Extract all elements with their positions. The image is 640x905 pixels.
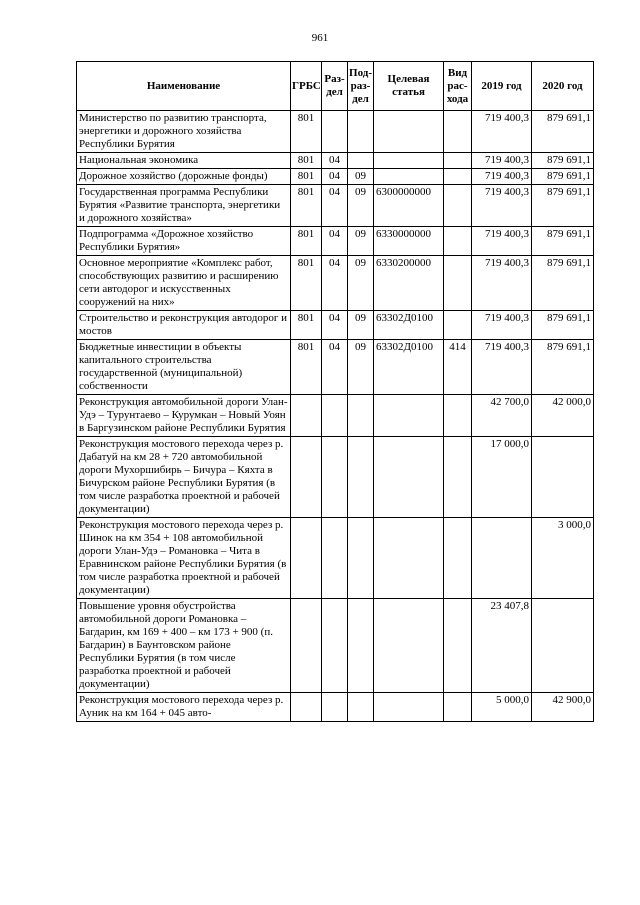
- cell-podrazdel: [348, 693, 374, 722]
- cell-2019: 719 400,3: [472, 256, 532, 311]
- cell-podrazdel: [348, 599, 374, 693]
- cell-2020: [532, 437, 594, 518]
- cell-name: Подпрограмма «Дорожное хозяйство Республики Бурятия»: [77, 227, 291, 256]
- table-row: [77, 227, 594, 256]
- cell-name: Основное мероприятие «Комплекс работ, способствующих развитию и расширению сети автодорог и искусственных сооружений на них»: [77, 256, 291, 311]
- cell-name: Национальная экономика: [77, 153, 291, 169]
- header-podrazdel: Под-раз-дел: [348, 62, 374, 111]
- cell-grbs: 801: [291, 227, 322, 256]
- table-row: [77, 437, 594, 518]
- table-row: [77, 185, 594, 227]
- cell-target-article: [374, 111, 444, 153]
- cell-grbs: 801: [291, 256, 322, 311]
- cell-2020: 879 691,1: [532, 185, 594, 227]
- header-name: Наименование: [77, 62, 291, 111]
- table-row: [77, 256, 594, 311]
- cell-target-article: [374, 395, 444, 437]
- cell-podrazdel: 09: [348, 185, 374, 227]
- header-expense-type: Вид рас-хода: [444, 62, 472, 111]
- cell-expense-type: [444, 227, 472, 256]
- cell-razdel: 04: [322, 185, 348, 227]
- cell-2019: [472, 518, 532, 599]
- cell-podrazdel: 09: [348, 169, 374, 185]
- cell-name: Реконструкция автомобильной дороги Улан-Удэ – Турунтаево – Курумкан – Новый Уоян в Баргузинском районе Республики Бурятия: [77, 395, 291, 437]
- cell-razdel: [322, 693, 348, 722]
- cell-podrazdel: 09: [348, 311, 374, 340]
- cell-razdel: [322, 437, 348, 518]
- table-row: [77, 395, 594, 437]
- table-row: [77, 111, 594, 153]
- cell-grbs: 801: [291, 153, 322, 169]
- cell-expense-type: [444, 518, 472, 599]
- cell-name: Строительство и реконструкция автодорог и мостов: [77, 311, 291, 340]
- cell-name: Дорожное хозяйство (дорожные фонды): [77, 169, 291, 185]
- cell-razdel: [322, 111, 348, 153]
- cell-2019: 719 400,3: [472, 227, 532, 256]
- cell-razdel: 04: [322, 153, 348, 169]
- cell-grbs: 801: [291, 111, 322, 153]
- cell-2019: 719 400,3: [472, 153, 532, 169]
- cell-grbs: [291, 395, 322, 437]
- cell-2020: 42 900,0: [532, 693, 594, 722]
- cell-2020: 3 000,0: [532, 518, 594, 599]
- cell-2020: 879 691,1: [532, 340, 594, 395]
- cell-razdel: [322, 395, 348, 437]
- cell-grbs: [291, 437, 322, 518]
- cell-target-article: [374, 437, 444, 518]
- cell-2019: 42 700,0: [472, 395, 532, 437]
- cell-target-article: 63302Д0100: [374, 340, 444, 395]
- cell-podrazdel: [348, 395, 374, 437]
- cell-expense-type: [444, 169, 472, 185]
- cell-razdel: 04: [322, 227, 348, 256]
- cell-podrazdel: 09: [348, 227, 374, 256]
- cell-podrazdel: [348, 153, 374, 169]
- table-body: [77, 111, 594, 722]
- header-grbs: ГРБС: [291, 62, 322, 111]
- cell-name: Реконструкция мостового перехода через р. Шинок на км 354 + 108 автомобильной дороги Улан-Удэ – Романовка – Чита в Еравнинском районе Республики Бурятия (в том числе разработка проектной и рабочей документации): [77, 518, 291, 599]
- cell-expense-type: [444, 311, 472, 340]
- table-row: [77, 693, 594, 722]
- cell-2019: 719 400,3: [472, 185, 532, 227]
- header-target-article: Целевая статья: [374, 62, 444, 111]
- cell-grbs: 801: [291, 185, 322, 227]
- cell-2020: 879 691,1: [532, 227, 594, 256]
- cell-2020: [532, 599, 594, 693]
- cell-2020: 879 691,1: [532, 311, 594, 340]
- cell-expense-type: [444, 153, 472, 169]
- cell-target-article: [374, 599, 444, 693]
- cell-expense-type: [444, 437, 472, 518]
- cell-expense-type: [444, 185, 472, 227]
- cell-2019: 23 407,8: [472, 599, 532, 693]
- table-header-row: [77, 62, 594, 111]
- cell-2019: 719 400,3: [472, 311, 532, 340]
- table-row: [77, 340, 594, 395]
- header-2019: 2019 год: [472, 62, 532, 111]
- cell-target-article: 6330000000: [374, 227, 444, 256]
- cell-name: Реконструкция мостового перехода через р. Ауник на км 164 + 045 авто-: [77, 693, 291, 722]
- cell-grbs: [291, 518, 322, 599]
- table-row: [77, 153, 594, 169]
- cell-target-article: 63302Д0100: [374, 311, 444, 340]
- cell-expense-type: [444, 599, 472, 693]
- cell-2020: 879 691,1: [532, 111, 594, 153]
- cell-podrazdel: 09: [348, 256, 374, 311]
- cell-grbs: [291, 599, 322, 693]
- table-row: [77, 169, 594, 185]
- cell-razdel: [322, 599, 348, 693]
- table-row: [77, 599, 594, 693]
- cell-name: Государственная программа Республики Бурятия «Развитие транспорта, энергетики и дорожного хозяйства»: [77, 185, 291, 227]
- cell-expense-type: 414: [444, 340, 472, 395]
- cell-2019: 719 400,3: [472, 169, 532, 185]
- cell-razdel: [322, 518, 348, 599]
- cell-2020: 879 691,1: [532, 153, 594, 169]
- cell-expense-type: [444, 256, 472, 311]
- cell-2019: 17 000,0: [472, 437, 532, 518]
- cell-target-article: [374, 153, 444, 169]
- cell-2020: 879 691,1: [532, 256, 594, 311]
- cell-target-article: [374, 518, 444, 599]
- cell-razdel: 04: [322, 340, 348, 395]
- cell-name: Повышение уровня обустройства автомобильной дороги Романовка – Багдарин, км 169 + 400 – км 173 + 900 (п. Багдарин) в Баунтовском районе Республики Бурятия (в том числе разработка проектной и рабочей документации): [77, 599, 291, 693]
- cell-podrazdel: [348, 111, 374, 153]
- cell-name: Министерство по развитию транспорта, энергетики и дорожного хозяйства Республики Бурятия: [77, 111, 291, 153]
- cell-razdel: 04: [322, 311, 348, 340]
- cell-name: Бюджетные инвестиции в объекты капитального строительства государственной (муниципальной) собственности: [77, 340, 291, 395]
- cell-target-article: [374, 693, 444, 722]
- table-row: [77, 518, 594, 599]
- table-row: [77, 311, 594, 340]
- header-2020: 2020 год: [532, 62, 594, 111]
- cell-podrazdel: [348, 437, 374, 518]
- cell-grbs: 801: [291, 340, 322, 395]
- cell-2020: 42 000,0: [532, 395, 594, 437]
- cell-2019: 719 400,3: [472, 340, 532, 395]
- cell-2019: 5 000,0: [472, 693, 532, 722]
- cell-razdel: 04: [322, 169, 348, 185]
- cell-target-article: [374, 169, 444, 185]
- cell-target-article: 6330200000: [374, 256, 444, 311]
- cell-2019: 719 400,3: [472, 111, 532, 153]
- cell-expense-type: [444, 693, 472, 722]
- cell-razdel: 04: [322, 256, 348, 311]
- cell-grbs: [291, 693, 322, 722]
- cell-podrazdel: [348, 518, 374, 599]
- cell-2020: 879 691,1: [532, 169, 594, 185]
- cell-expense-type: [444, 111, 472, 153]
- page-number: 961: [311, 32, 329, 44]
- cell-grbs: 801: [291, 169, 322, 185]
- budget-table: [76, 61, 594, 722]
- cell-target-article: 6300000000: [374, 185, 444, 227]
- cell-name: Реконструкция мостового перехода через р. Дабатуй на км 28 + 720 автомобильной дороги Мухоршибирь – Бичура – Кяхта в Бичурском районе Республики Бурятия (в том числе разработка проектной и рабочей документации): [77, 437, 291, 518]
- cell-podrazdel: 09: [348, 340, 374, 395]
- cell-grbs: 801: [291, 311, 322, 340]
- header-razdel: Раз-дел: [322, 62, 348, 111]
- cell-expense-type: [444, 395, 472, 437]
